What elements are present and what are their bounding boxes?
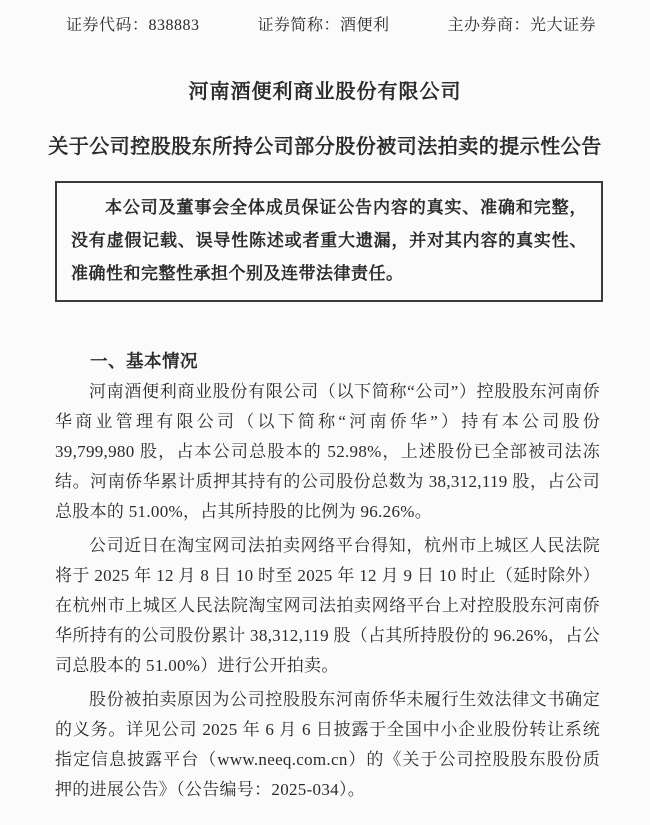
document-header [0,10,650,35]
stock-code: 证券代码：838883 [66,17,200,34]
announcement-body [55,377,600,805]
section-heading-basic-info: 一、基本情况 [90,351,198,371]
stock-short-name: 证券简称：酒便利 [257,17,390,34]
paragraph-shareholding-status: 河南酒便利商业股份有限公司（以下简称“公司”）控股股东河南侨华商业管理有限公司（以下简称“河南侨华”）持有本公司股份 39,799,980 股，占本公司总股本的 52.98%，上述股份已全部被司法冻结。河南侨华累计质押其持有的公司股份总数为 38,312,119 股，占公司总股本的 51.00%，占其所持股的比例为 96.26%。 [55,382,600,521]
company-name-title: 河南酒便利商业股份有限公司 [188,81,462,103]
paragraph-auction-reason: 股份被拍卖原因为公司控股股东河南侨华未履行生效法律文书确定的义务。详见公司 2025 年 6 月 6 日披露于全国中小企业股份转让系统指定信息披露平台（www.neeq.com.cn）的《关于公司控股股东股份质押的进展公告》（公告编号：2025-034）。 [55,690,600,799]
disclaimer-box [55,181,603,302]
disclaimer-text: 本公司及董事会全体成员保证公告内容的真实、准确和完整，没有虚假记载、误导性陈述或者重大遗漏，并对其内容的真实性、准确性和完整性承担个别及连带法律责任。 [71,198,587,283]
announcement-title: 关于公司控股股东所持公司部分股份被司法拍卖的提示性公告 [48,136,602,158]
paragraph-auction-details: 公司近日在淘宝网司法拍卖网络平台得知，杭州市上城区人民法院将于 2025 年 12 月 8 日 10 时至 2025 年 12 月 9 日 10 时止（延时除外）在杭州市上城区人民法院淘宝网司法拍卖网络平台上对控股股东河南侨华所持有的公司股份累计 38,312,119 股（占其所持股份的 96.26%，占公司总股本的 51.00%）进行公开拍卖。 [55,536,600,675]
sponsor-broker: 主办券商：光大证券 [447,17,596,34]
